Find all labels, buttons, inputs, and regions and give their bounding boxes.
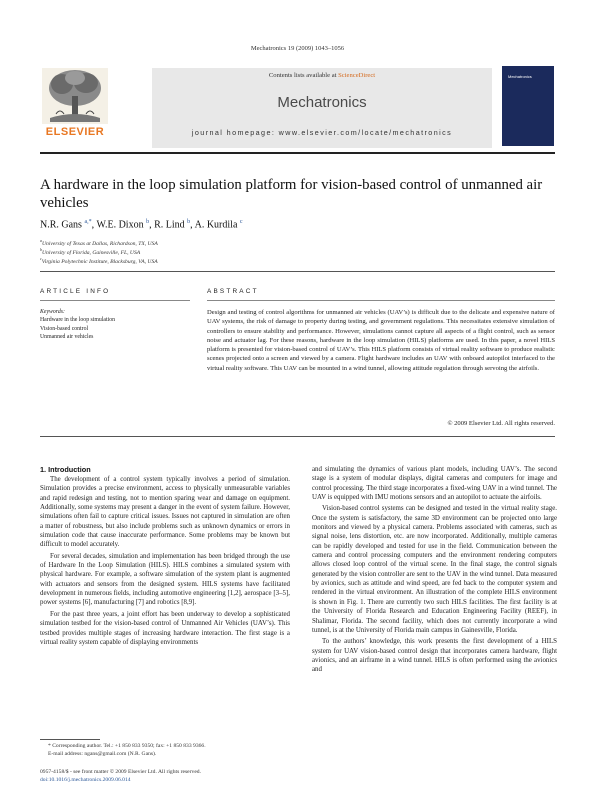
journal-homepage[interactable]: journal homepage: www.elsevier.com/locate/mechatronics (191, 128, 453, 137)
keywords-heading: Keywords: (40, 309, 65, 315)
running-head: Mechatronics 19 (2009) 1043–1056 (250, 45, 345, 52)
footnote-rule (40, 739, 100, 740)
sciencedirect-link[interactable]: ScienceDirect (338, 72, 376, 79)
author-name[interactable]: N.R. Gans (40, 219, 85, 231)
keyword-item: Unmanned air vehicles (40, 333, 94, 340)
author-name[interactable]: W.E. Dixon (96, 219, 147, 231)
front-matter-line: 0957-4158/$ - see front matter © 2009 Elsevier Ltd. All rights reserved. (40, 769, 201, 775)
body-paragraph: For the past three years, a joint effort has been underway to develop a sophisticated simulation testbed for the vision-based control of Unmanned Air Vehicles (UAV’s). This testbed provides multiple stages of increasing hardware interaction. The first stage is a virtual reality system capable of displaying environments (40, 610, 290, 646)
affiliation-a: $^a$University of Texas at Dallas, Richardson, TX, USA (40, 238, 158, 247)
doi-link[interactable]: doi:10.1016/j.mechatronics.2009.06.014 (40, 777, 131, 783)
author-affiliation-mark: c (239, 219, 243, 225)
keyword-item: Vision-based control (40, 325, 89, 332)
article-info-label: ARTICLE INFO (40, 288, 111, 295)
section-heading-introduction: 1. Introduction (40, 465, 91, 474)
abstract-copyright: © 2009 Elsevier Ltd. All rights reserved. (447, 420, 555, 427)
body-paragraph: and simulating the dynamics of various plant models, including UAV’s. The second stage is a system of modular displays, digital cameras and computers for image and control processing. The third stage incorporates a fixed-wing UAV in a wind tunnel. The UAV is equipped with IMU motions sensors and an autopilot to actuate the airfoils. (312, 466, 557, 502)
article-info-rule (40, 300, 190, 301)
author-affiliation-mark: b (187, 219, 191, 225)
footnote-contact: * Corresponding author. Tel.: +1 850 833 9350; fax: +1 850 833 9366. (48, 743, 206, 749)
body-paragraph: For several decades, simulation and implementation has been bridged through the use of Hardware In the Loop Simulation (HILS). HILS combines a simulated system with physical hardware. For example, a software simulation of the system plant is augmented with actuators and sensors from the designed system. HILS systems have facilitated development in numerous fields, including automotive engineering [1,2], aerospace [3–5], power systems [6], manufacturing [7] and robotics [8,9]. (40, 552, 290, 607)
affiliation-rule (40, 271, 555, 272)
keyword-item: Hardware in the loop simulation (40, 317, 116, 324)
journal-name: Mechatronics (277, 94, 367, 111)
issn-block (40, 768, 340, 784)
corresponding-author-footnote (48, 742, 308, 758)
body-column-left (40, 475, 290, 649)
body-column-right (312, 465, 557, 677)
footnote-email[interactable]: E-mail address: ngans@gmail.com (N.R. Gans). (48, 751, 157, 757)
cover-title: Mechatronics (508, 74, 532, 79)
body-paragraph: The development of a control system typically involves a period of simulation. Simulation provides a precise environment, access to physically unmeasurable variables and rapid redesign and testing, not to mention sparing wear and damage on equipment. Additionally, some systems may present a danger in the event of system failure. However, simulations often fail to capture critical issues. Issues not captured in simulation are often a matter of robustness, but also include problems such as unknown dynamics or errors in simulation code that cause inaccurate performance. Some problems may be known but difficult to model accurately. (40, 476, 290, 549)
header-rule (40, 152, 555, 154)
abstract-rule (207, 300, 555, 301)
body-paragraph: To the authors’ knowledge, this work presents the first development of a HILS system for UAV vision-based control design that incorporates camera hardware, flight avionics, and an airframe in a wind tunnel. HILS is often performed using the avionics and (312, 638, 557, 674)
contents-prefix: Contents lists available at (268, 72, 339, 79)
keywords-block (40, 308, 190, 341)
author-name[interactable]: A. Kurdila (194, 219, 240, 231)
paper-title: A hardware in the loop simulation platform for vision-based control of unmanned air vehicles (40, 177, 543, 211)
body-paragraph: Vision-based control systems can be designed and tested in the virtual reality stage. Once the system is satisfactory, the same 3D environment can be projected onto large monitors and viewed by a physical camera. Problems associated with cameras, such as signal noise, lens distortion, etc. are now incorporated. Additionally, multiple cameras can be rapidly developed and tested for use in the field. Communication between the camera and control processing computers and the environment rendering computers allows closed loop control of the virtual scene. In the final stage, the control signals generated by the vision controller are sent to the UAV in the wind tunnel. Data measured by avionics, such as attitude and wind speed, are fed back to the computer system and rendered in the virtual environment. An illustration of the complete HILS environment is shown in Fig. 1. There are currently two such HILS facilities. The first facility is at the University of Florida Research and Education Engineering Facility (REEF), in Shalimar, Florida. The second facility, which does not currently incorporate a wind tunnel, is at the University of Florida main campus in Gainesville, Florida. (312, 505, 557, 634)
elsevier-wordmark: ELSEVIER (45, 126, 105, 138)
affiliation-b: $^b$University of Florida, Gainesville, FL, USA (40, 247, 141, 256)
abstract-label: ABSTRACT (207, 288, 259, 295)
author-name[interactable]: R. Lind (154, 219, 188, 231)
affiliation-c: $^c$Virginia Polytechnic Institute, Blacksburg, VA, USA (40, 256, 158, 265)
author-affiliation-mark: a,* (84, 219, 92, 225)
abstract-end-rule (40, 436, 555, 437)
author-list: N.R. Gans $^{a,*}$, W.E. Dixon $^b$, R. Lind $^b$, A. Kurdila $^c$ (40, 219, 243, 231)
abstract-text: Design and testing of control algorithms for unmanned air vehicles (UAV’s) is difficult due to the delicate and expensive nature of UAV systems, the risk of damage to property during testing, and government regulations. This necessitates extensive simulation of controllers to ensure stability and performance. However, simulations cannot capture all aspects of a flight control, such as sensor noise and actuator lag. For these reasons, hardware in the loop simulation (HILS) platforms are used. In this paper, a novel HILS platform is presented for vision-based control of UAV’s. This HILS platform consists of virtual reality software to produce realistic scenes projected onto a screen and viewed by a camera. Flight hardware includes an UAV with onboard autopilot interfaced to the virtual reality software. This UAV can be mounted in a wind tunnel, allowing attitude regulation through servoing the airfoils. (207, 309, 555, 372)
author-affiliation-mark: b (146, 219, 150, 225)
contents-line (152, 72, 492, 79)
